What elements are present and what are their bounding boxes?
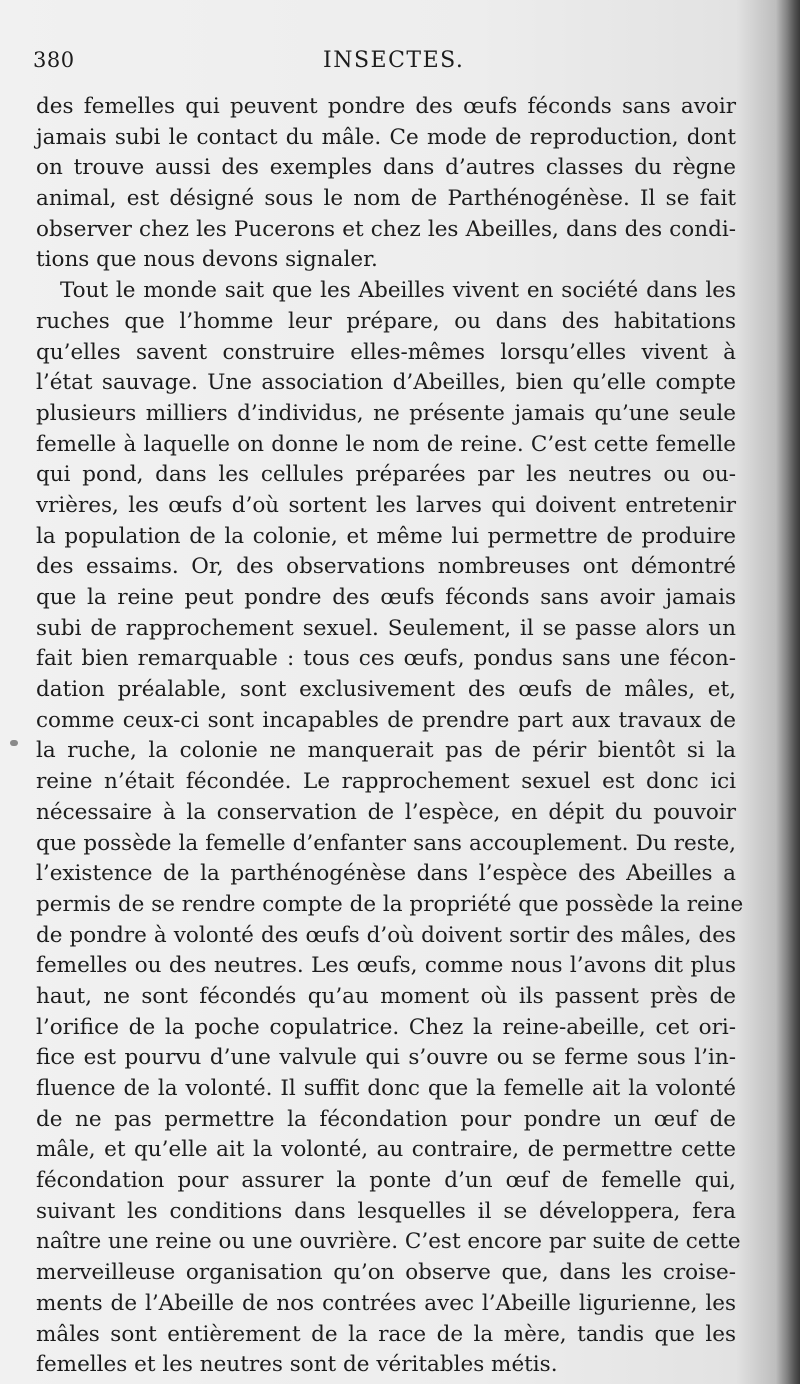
- text-line: comme ceux-ci sont incapables de prendre part aux travaux de: [36, 707, 736, 733]
- text-line: plusieurs milliers d’individus, ne présente jamais qu’une seule: [36, 400, 736, 426]
- text-line: des essaims. Or, des observations nombreuses ont démontré: [36, 554, 736, 580]
- text-line: qu’elles savent construire elles-mêmes lorsqu’elles vivent à: [36, 339, 736, 365]
- text-line: fluence de la volonté. Il suffit donc que la femelle ait la volonté: [36, 1076, 736, 1101]
- page-number: 380: [33, 48, 75, 72]
- text-line: des femelles qui peuvent pondre des œufs féconds sans avoir: [36, 94, 736, 119]
- text-line: l’orifice de la poche copulatrice. Chez la reine-abeille, cet ori-: [36, 1014, 736, 1040]
- text-line: subi de rapprochement sexuel. Seulement, il se passe alors un: [36, 615, 736, 641]
- text-line: ments de l’Abeille de nos contrées avec l’Abeille ligurienne, les: [36, 1290, 736, 1316]
- margin-speck: [10, 740, 18, 746]
- text-line: fait bien remarquable : tous ces œufs, pondus sans une fécon-: [36, 646, 736, 672]
- text-line: l’état sauvage. Une association d’Abeilles, bien qu’elle compte: [36, 370, 736, 396]
- text-line: qui pond, dans les cellules préparées par les neutres ou ou-: [36, 462, 736, 488]
- text-line: Tout le monde sait que les Abeilles vivent en société dans les: [60, 278, 736, 304]
- text-line: dation préalable, sont exclusivement des œufs de mâles, et,: [36, 677, 736, 703]
- text-line: la population de la colonie, et même lui permettre de produire: [36, 523, 736, 549]
- running-head: [33, 48, 733, 78]
- text-line: la ruche, la colonie ne manquerait pas de périr bientôt si la: [36, 738, 736, 764]
- text-line: on trouve aussi des exemples dans d’autres classes du règne: [36, 155, 736, 181]
- text-line: fécondation pour assurer la ponte d’un œuf de femelle qui,: [36, 1168, 736, 1194]
- text-line: haut, ne sont fécondés qu’au moment où ils passent près de: [36, 983, 736, 1009]
- text-line: femelles ou des neutres. Les œufs, comme nous l’avons dit plus: [36, 953, 736, 979]
- text-line: observer chez les Pucerons et chez les Abeilles, dans des condi-: [36, 216, 736, 242]
- text-line: animal, est désigné sous le nom de Parthénogénèse. Il se fait: [36, 186, 736, 212]
- text-line: femelle à laquelle on donne le nom de reine. C’est cette femelle: [36, 431, 736, 457]
- text-line: mâle, et qu’elle ait la volonté, au contraire, de permettre cette: [36, 1137, 736, 1163]
- text-line: vrières, les œufs d’où sortent les larves qui doivent entretenir: [36, 492, 736, 518]
- text-line: que possède la femelle d’enfanter sans accouplement. Du reste,: [36, 830, 736, 856]
- text-line: que la reine peut pondre des œufs féconds sans avoir jamais: [36, 585, 736, 610]
- text-line: jamais subi le contact du mâle. Ce mode de reproduction, dont: [36, 124, 736, 150]
- body-text: [36, 92, 744, 1381]
- text-line: de pondre à volonté des œufs d’où doivent sortir des mâles, des: [36, 922, 736, 948]
- text-line: nécessaire à la conservation de l’espèce, en dépit du pouvoir: [36, 799, 736, 825]
- text-line: femelles et les neutres sont de véritables métis.: [36, 1352, 558, 1378]
- text-line: l’existence de la parthénogénèse dans l’espèce des Abeilles a: [36, 861, 736, 887]
- text-line: merveilleuse organisation qu’on observe que, dans les croise-: [36, 1260, 736, 1286]
- text-line: naître une reine ou une ouvrière. C’est encore par suite de cette: [36, 1229, 741, 1255]
- text-line: tions que nous devons signaler.: [36, 247, 378, 273]
- page-edge-shadow: [776, 0, 800, 1384]
- section-title: INSECTES.: [323, 48, 465, 73]
- text-line: fice est pourvu d’une valvule qui s’ouvre ou se ferme sous l’in-: [36, 1045, 736, 1071]
- text-line: suivant les conditions dans lesquelles il se développera, fera: [36, 1198, 736, 1224]
- text-line: reine n’était fécondée. Le rapprochement sexuel est donc ici: [36, 769, 736, 795]
- text-line: permis de se rendre compte de la propriété que possède la reine: [36, 891, 744, 917]
- text-line: ruches que l’homme leur prépare, ou dans des habitations: [36, 308, 736, 334]
- text-line: mâles sont entièrement de la race de la mère, tandis que les: [36, 1321, 736, 1347]
- text-line: de ne pas permettre la fécondation pour pondre un œuf de: [36, 1106, 736, 1132]
